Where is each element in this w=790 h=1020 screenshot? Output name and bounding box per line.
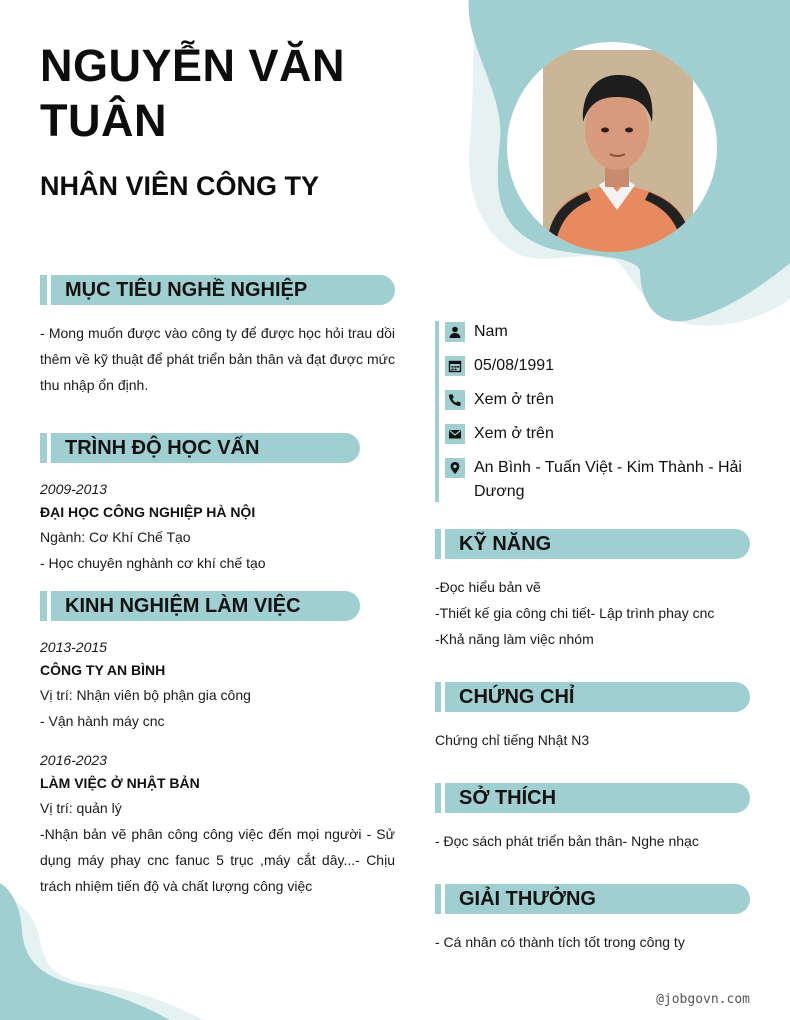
job-position: Vị trí: quản lý (40, 800, 122, 816)
watermark: @jobgovn.com (656, 992, 750, 1007)
info-phone: Xem ở trên (445, 390, 554, 412)
certificate-item: Chứng chỉ tiếng Nhật N3 (435, 732, 590, 748)
job-position: Vị trí: Nhận viên bộ phận gia công (40, 687, 251, 703)
experience-title: KINH NGHIỆM LÀM VIỆC (51, 591, 360, 621)
skill-item: -Thiết kế gia công chi tiết- Lập trình phay cnc (435, 605, 715, 621)
job-company: CÔNG TY AN BÌNH (40, 662, 166, 678)
portrait-image (507, 42, 717, 252)
objective-heading (40, 275, 395, 305)
skill-item: -Khả năng làm việc nhóm (435, 631, 594, 647)
hobbies-title: SỞ THÍCH (445, 783, 750, 813)
info-email: Xem ở trên (445, 424, 554, 446)
candidate-role: NHÂN VIÊN CÔNG TY (40, 171, 320, 201)
mail-icon (445, 424, 465, 444)
job-detail: -Nhận bản vẽ phân công công việc đến mọi người - Sử dụng máy phay cnc fanuc 5 trục ,máy cắt dây...- Chịu trách nhiệm tiến độ và chất lượng công việc (40, 826, 395, 894)
hobbies-heading (435, 783, 750, 813)
info-birthday: 05/08/1991 (445, 356, 554, 378)
awards-text: - Cá nhân có thành tích tốt trong công ty (435, 934, 685, 950)
education-school: ĐẠI HỌC CÔNG NGHIỆP HÀ NỘI (40, 504, 256, 520)
hobbies-text: - Đọc sách phát triển bản thân- Nghe nhạc (435, 833, 699, 849)
location-icon (445, 458, 465, 478)
education-major: Ngành: Cơ Khí Chế Tạo (40, 529, 191, 545)
info-gender: Nam (445, 322, 508, 344)
education-title: TRÌNH ĐỘ HỌC VẤN (51, 433, 360, 463)
job-company: LÀM VIỆC Ở NHẬT BẢN (40, 775, 200, 791)
awards-title: GIẢI THƯỞNG (445, 884, 750, 914)
education-heading (40, 433, 360, 463)
objective-title: MỤC TIÊU NGHỀ NGHIỆP (51, 275, 395, 305)
skills-heading (435, 529, 750, 559)
phone-icon (445, 390, 465, 410)
certificates-title: CHỨNG CHỈ (445, 682, 750, 712)
job-period: 2013-2015 (40, 639, 107, 655)
skill-item: -Đọc hiểu bản vẽ (435, 579, 541, 595)
job-detail: - Vận hành máy cnc (40, 713, 165, 729)
skills-title: KỸ NĂNG (445, 529, 750, 559)
profile-photo (503, 38, 721, 256)
job-period: 2016-2023 (40, 752, 107, 768)
education-detail: - Học chuyên nghành cơ khí chế tạo (40, 555, 266, 571)
experience-heading (40, 591, 360, 621)
user-icon (445, 322, 465, 342)
candidate-name: NGUYỄN VĂN TUÂN (40, 40, 346, 146)
info-accent-bar (435, 321, 439, 502)
info-address: An Bình - Tuấn Việt - Kim Thành - Hải Dương (445, 458, 742, 504)
calendar-icon (445, 356, 465, 376)
education-period: 2009-2013 (40, 481, 107, 497)
certificates-heading (435, 682, 750, 712)
objective-text: - Mong muốn được vào công ty để được học hỏi trau dồi thêm về kỹ thuật để phát triển bản thân và đạt được mức thu nhập ổn định. (40, 325, 395, 393)
awards-heading (435, 884, 750, 914)
